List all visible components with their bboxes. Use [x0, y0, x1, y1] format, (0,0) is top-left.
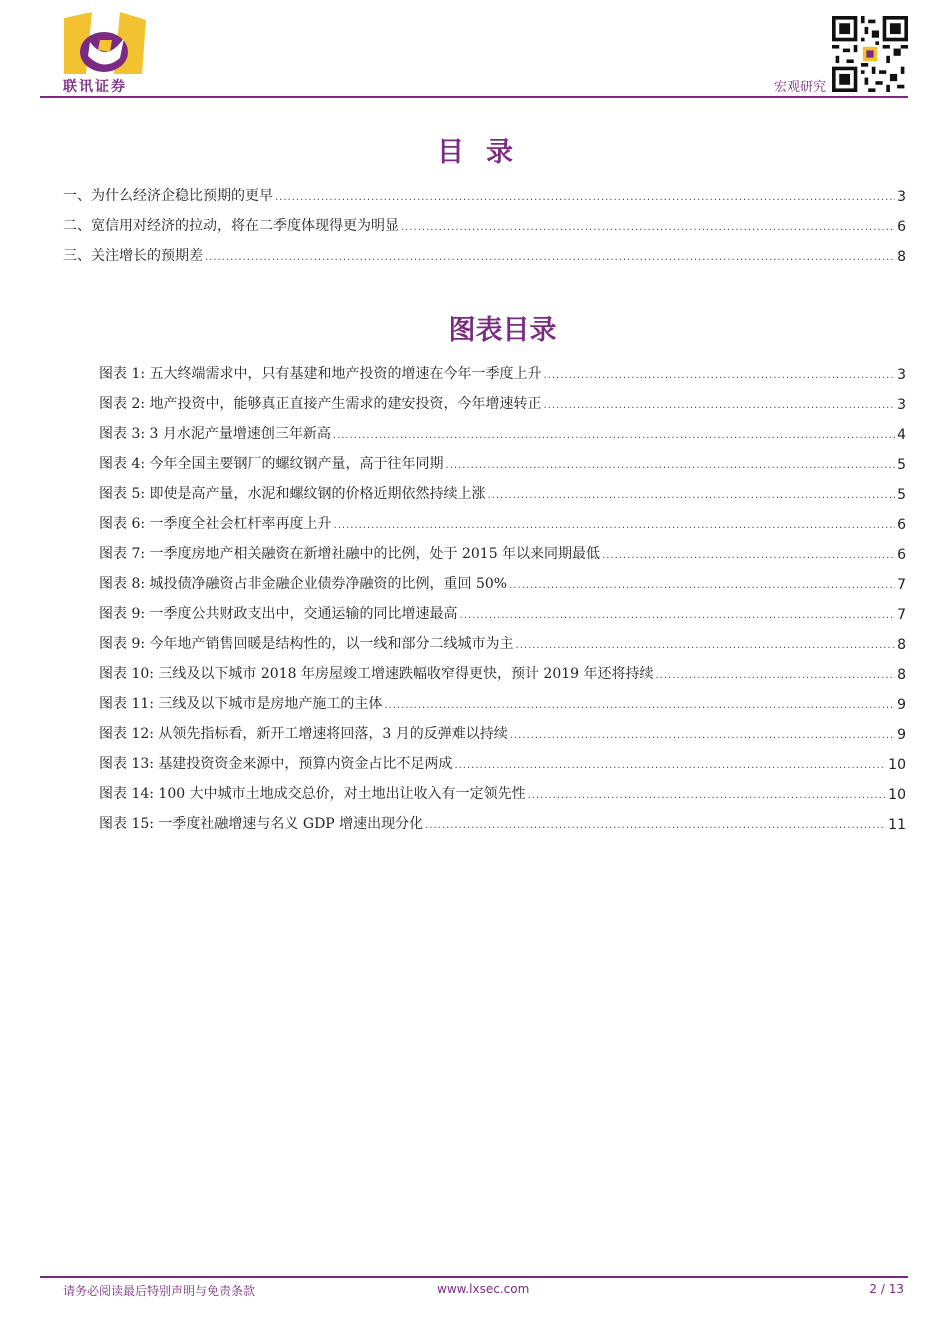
figure-toc-page: 10: [888, 757, 906, 773]
toc-entry[interactable]: [63, 215, 906, 235]
dot-leader: [401, 222, 895, 233]
figure-toc-page: 6: [897, 547, 906, 563]
figure-toc-entry[interactable]: [99, 633, 906, 653]
figure-toc-label: 图表 11: 三线及以下城市是房地产施工的主体: [99, 696, 383, 712]
toc-entry-label: 二、宽信用对经济的拉动，将在二季度体现得更为明显: [63, 218, 399, 234]
footer-website-link[interactable]: www.lxsec.com: [437, 1282, 530, 1296]
dot-leader: [656, 670, 896, 681]
figure-toc-entry[interactable]: [99, 813, 906, 833]
figure-toc-page: 3: [897, 367, 906, 383]
figure-toc-page: 4: [897, 427, 906, 443]
figure-toc-label: 图表 9: 今年地产销售回暖是结构性的，以一线和部分二线城市为主: [99, 636, 514, 652]
figure-toc-entry[interactable]: [99, 783, 906, 803]
company-logo-icon: [62, 12, 148, 82]
figure-toc-label: 图表 10: 三线及以下城市 2018 年房屋竣工增速跌幅收窄得更快，预计 2019 年还将持续: [99, 666, 654, 682]
figure-toc-entry[interactable]: [99, 663, 906, 683]
figure-toc-label: 图表 13: 基建投资资金来源中，预算内资金占比不足两成: [99, 756, 453, 772]
figure-toc-label: 图表 1: 五大终端需求中，只有基建和地产投资的增速在今年一季度上升: [99, 366, 542, 382]
toc-entry-page: 3: [897, 189, 906, 205]
header-divider: [40, 96, 908, 98]
figure-toc-page: 9: [897, 727, 906, 743]
figure-toc-page: 3: [897, 397, 906, 413]
toc-entry-page: 8: [897, 249, 906, 265]
figure-toc-entry[interactable]: [99, 693, 906, 713]
figure-toc-page: 5: [897, 457, 906, 473]
figure-toc-label: 图表 6: 一季度全社会杠杆率再度上升: [99, 516, 332, 532]
dot-leader: [460, 610, 896, 621]
figure-toc-label: 图表 7: 一季度房地产相关融资在新增社融中的比例，处于 2015 年以来同期最低: [99, 546, 601, 562]
dot-leader: [446, 460, 896, 471]
figure-toc-label: 图表 3: 3 月水泥产量增速创三年新高: [99, 426, 331, 442]
toc-entry-label: 三、关注增长的预期差: [63, 248, 203, 264]
toc-title: 目录: [437, 137, 535, 168]
figure-toc-label: 图表 15: 一季度社融增速与名义 GDP 增速出现分化: [99, 816, 424, 832]
figure-toc-entry[interactable]: [99, 363, 906, 383]
dot-leader: [509, 580, 895, 591]
figure-toc-page: 5: [897, 487, 906, 503]
figure-toc-entry[interactable]: [99, 603, 906, 623]
page-header: [0, 0, 950, 100]
figure-toc-entry[interactable]: [99, 483, 906, 503]
figure-toc-page: 11: [888, 817, 906, 833]
figure-toc-entry[interactable]: [99, 393, 906, 413]
dot-leader: [384, 700, 895, 711]
figure-toc-entry[interactable]: [99, 723, 906, 743]
figure-toc-entry[interactable]: [99, 453, 906, 473]
figure-toc-page: 9: [897, 697, 906, 713]
dot-leader: [528, 790, 887, 801]
toc-entry[interactable]: [63, 245, 906, 265]
figure-toc-page: 7: [897, 577, 906, 593]
dot-leader: [454, 760, 886, 771]
dot-leader: [602, 550, 895, 561]
footer-disclaimer[interactable]: 请务必阅读最后特别声明与免责条款: [63, 1284, 256, 1298]
dot-leader: [488, 490, 896, 501]
figure-toc-label: 图表 12: 从领先指标看，新开工增速将回落，3 月的反弹难以持续: [99, 726, 508, 742]
figure-toc-page: 7: [897, 607, 906, 623]
toc-entry[interactable]: [63, 185, 906, 205]
report-category: 宏观研究: [773, 80, 826, 95]
figure-toc-label: 图表 2: 地产投资中，能够真正直接产生需求的建安投资，今年增速转正: [99, 396, 542, 412]
dot-leader: [510, 730, 895, 741]
figure-toc-label: 图表 5: 即使是高产量，水泥和螺纹钢的价格近期依然持续上涨: [99, 486, 486, 502]
toc-entry-page: 6: [897, 219, 906, 235]
figure-toc-entry[interactable]: [99, 543, 906, 563]
figure-toc-page: 10: [888, 787, 906, 803]
page-number: 2 / 13: [869, 1282, 904, 1296]
dot-leader: [275, 192, 895, 203]
figure-toc-page: 8: [897, 637, 906, 653]
figure-toc-entry[interactable]: [99, 423, 906, 443]
figure-toc-page: 8: [897, 667, 906, 683]
dot-leader: [544, 400, 896, 411]
figure-toc-entry[interactable]: [99, 573, 906, 593]
figure-toc-label: 图表 8: 城投债净融资占非金融企业债券净融资的比例，重回 50%: [99, 576, 508, 592]
dot-leader: [334, 520, 896, 531]
dot-leader: [516, 640, 896, 651]
figure-toc-entry[interactable]: [99, 513, 906, 533]
dot-leader: [425, 820, 886, 831]
dot-leader: [333, 430, 895, 441]
dot-leader: [544, 370, 896, 381]
figure-toc-label: 图表 9: 一季度公共财政支出中，交通运输的同比增速最高: [99, 606, 458, 622]
figure-toc-label: 图表 14: 100 大中城市土地成交总价，对土地出让收入有一定领先性: [99, 786, 526, 802]
qr-code-icon: [832, 16, 908, 92]
figure-toc-entry[interactable]: [99, 753, 906, 773]
figure-toc-label: 图表 4: 今年全国主要钢厂的螺纹钢产量，高于往年同期: [99, 456, 444, 472]
toc-entry-label: 一、为什么经济企稳比预期的更早: [63, 188, 273, 204]
footer-divider: [40, 1276, 908, 1278]
figure-toc-page: 6: [897, 517, 906, 533]
dot-leader: [205, 252, 895, 263]
figure-toc-title: 图表目录: [448, 315, 557, 346]
company-name: 联讯证券: [63, 79, 127, 95]
